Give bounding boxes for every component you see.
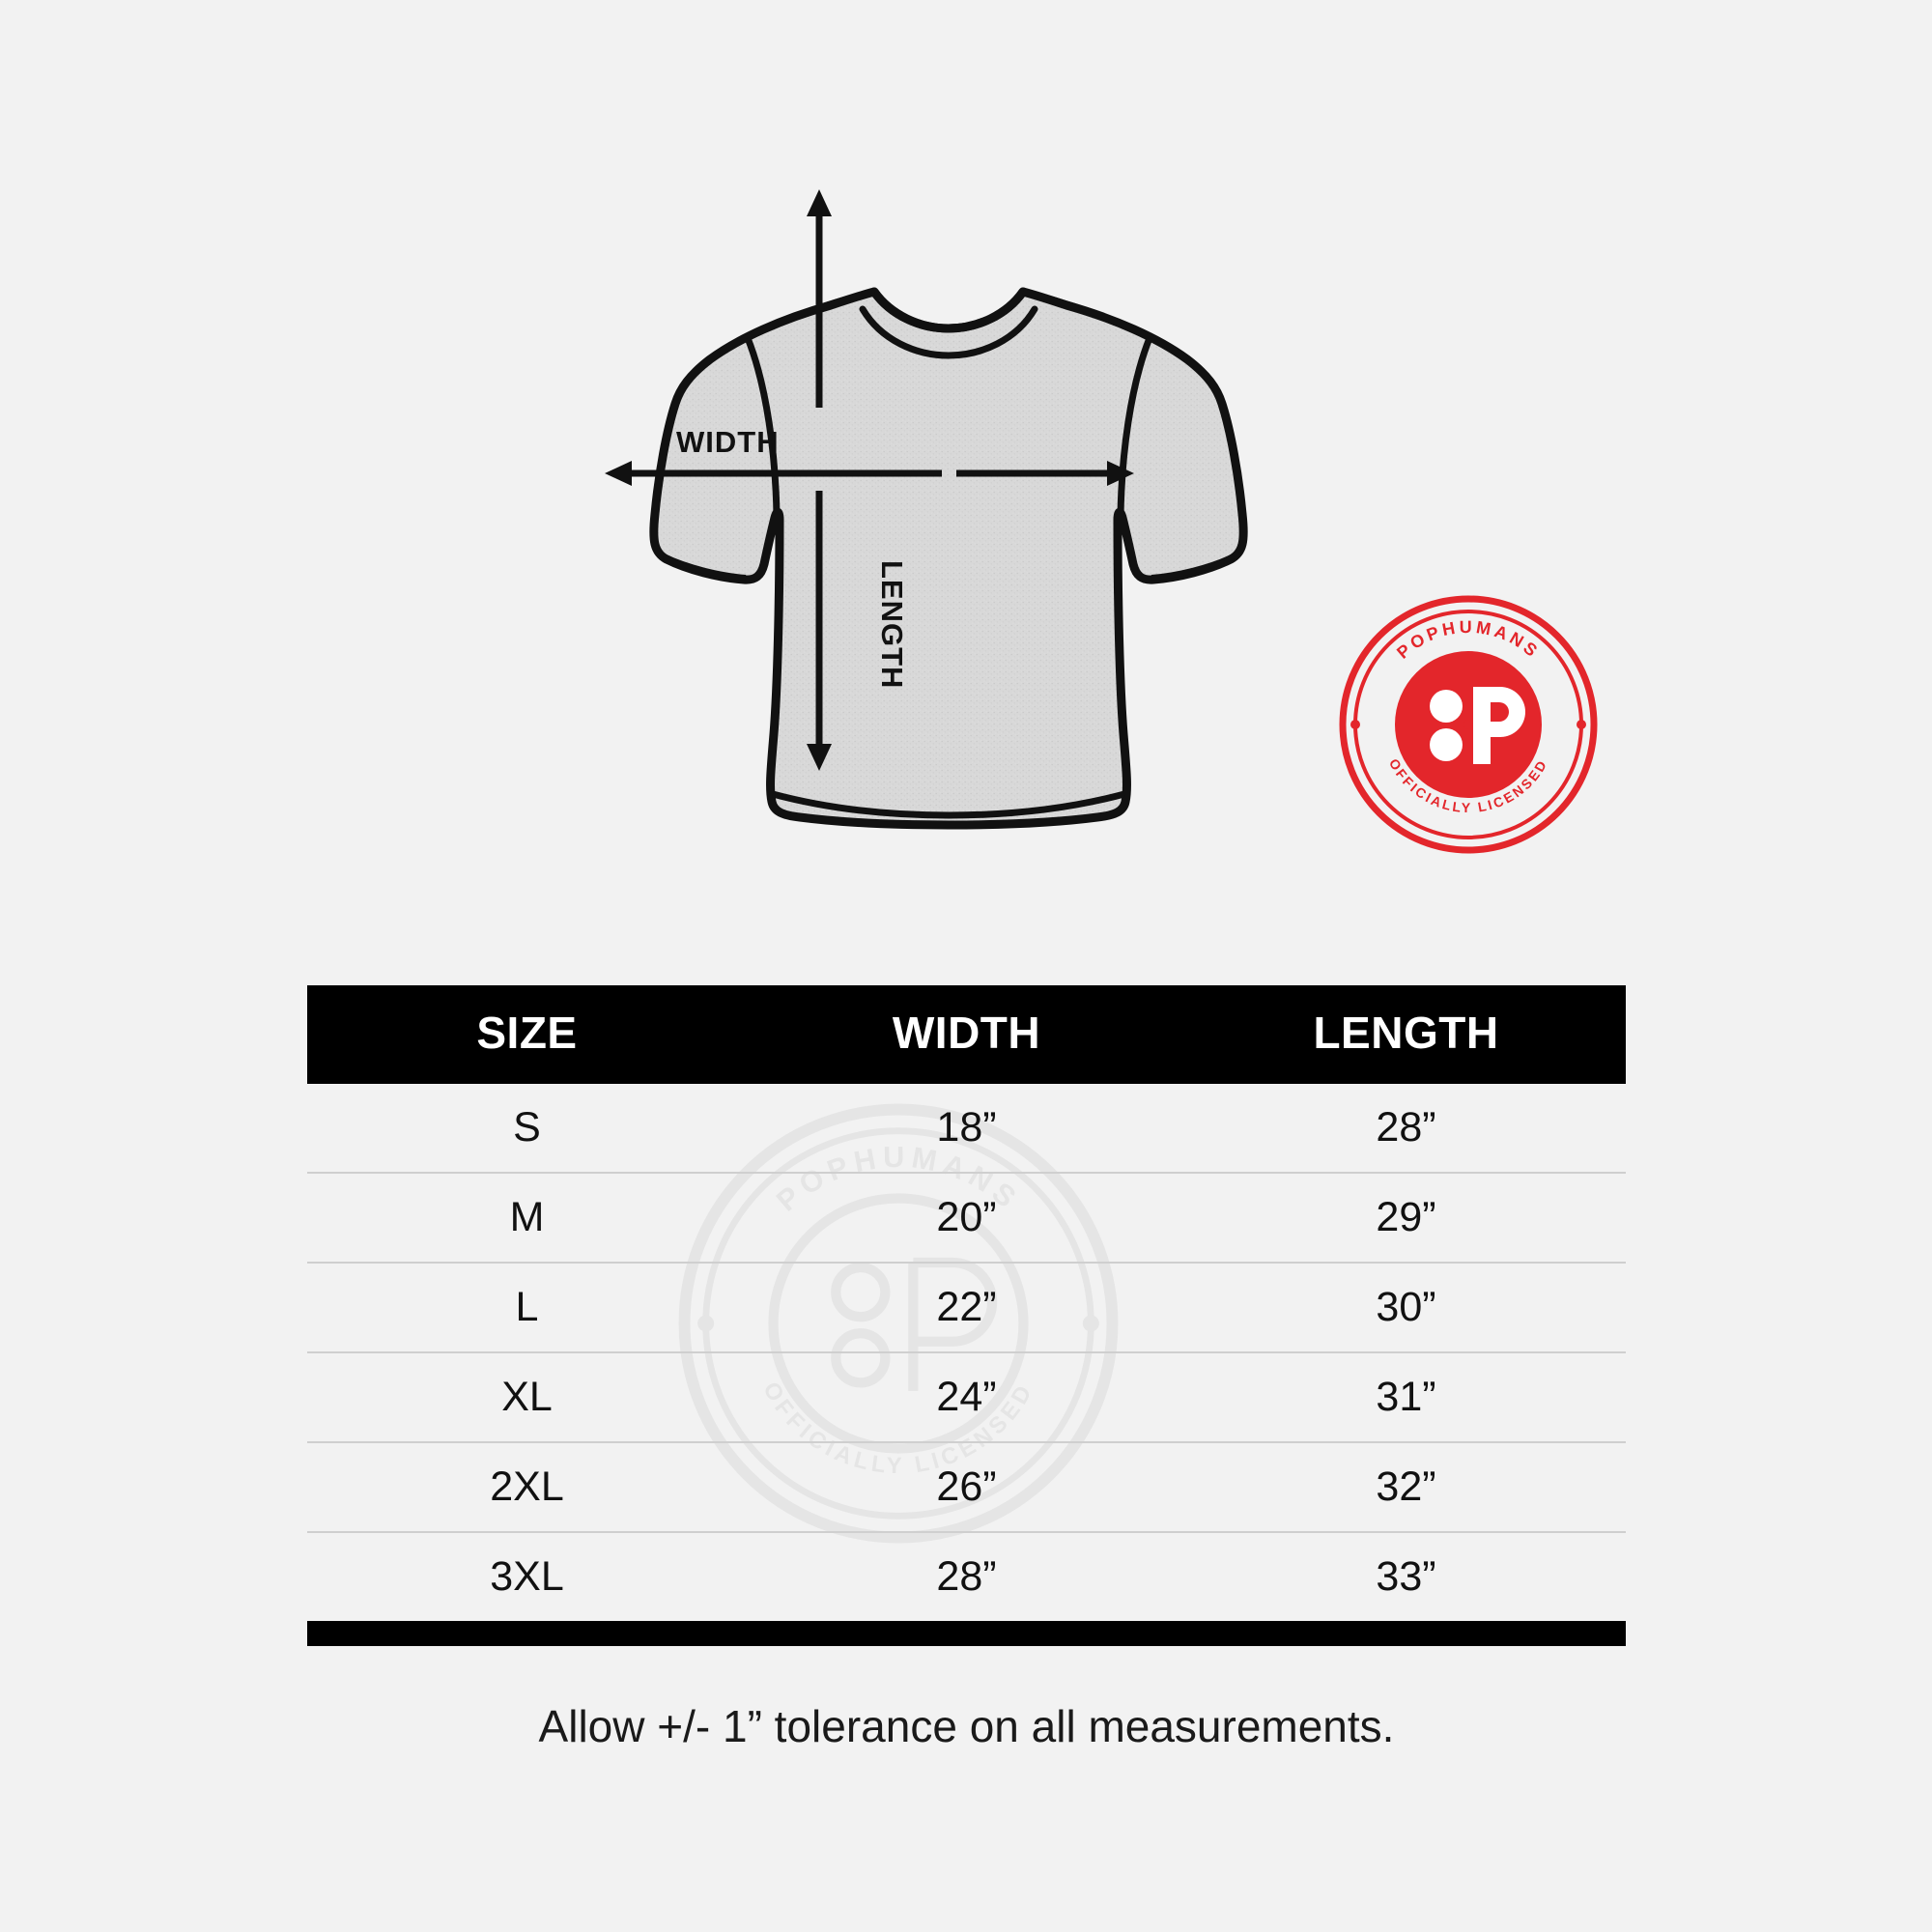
table-row xyxy=(307,1352,1626,1442)
tshirt-diagram xyxy=(541,184,1314,947)
cell-size: 3XL xyxy=(490,1553,564,1600)
cell-size: L xyxy=(307,1263,747,1352)
cell-size: 2XL xyxy=(307,1442,747,1532)
cell-size: XL xyxy=(307,1352,747,1442)
column-header-length: LENGTH xyxy=(1186,985,1626,1084)
tolerance-note: Allow +/- 1” tolerance on all measurements. xyxy=(538,1701,1395,1751)
table-footer-bar xyxy=(307,1621,1626,1646)
table-row xyxy=(307,1173,1626,1263)
badge-top-text: POPHUMANS xyxy=(1393,616,1544,663)
cell-length: 31” xyxy=(1186,1352,1626,1442)
cell-width: 20” xyxy=(747,1173,1186,1263)
cell-width: 18” xyxy=(747,1084,1186,1173)
cell-width: 24” xyxy=(747,1352,1186,1442)
tshirt-illustration xyxy=(541,184,1314,947)
cell-length: 29” xyxy=(1186,1173,1626,1263)
badge-graphic xyxy=(1338,594,1599,855)
cell-length: 30” xyxy=(1186,1263,1626,1352)
pophumans-licensed-badge xyxy=(1338,594,1599,855)
cell-size: S xyxy=(307,1084,747,1173)
table-row xyxy=(307,1442,1626,1532)
width-dimension-label: WIDTH xyxy=(676,425,780,459)
badge-bottom-text: OFFICIALLY LICENSED xyxy=(1385,755,1551,816)
column-header-size: SIZE xyxy=(307,985,747,1084)
table-header-row xyxy=(307,985,1626,1084)
table-row xyxy=(307,1532,1626,1621)
table-row xyxy=(307,1084,1626,1173)
watermark-top-text: POPHUMANS xyxy=(770,1141,1027,1218)
watermark-bottom-text: OFFICIALLY LICENSED xyxy=(757,1378,1039,1480)
table-header xyxy=(307,985,1626,1084)
length-dimension-label: LENGTH xyxy=(875,560,909,690)
cell-length: 32” xyxy=(1186,1442,1626,1532)
cell-length: 28” xyxy=(1186,1084,1626,1173)
table-body xyxy=(307,1084,1626,1621)
size-table-container xyxy=(307,985,1626,1646)
column-header-width: WIDTH xyxy=(747,985,1186,1084)
cell-length: 33” xyxy=(1376,1553,1436,1600)
table-row xyxy=(307,1263,1626,1352)
cell-width: 22” xyxy=(747,1263,1186,1352)
cell-size: M xyxy=(307,1173,747,1263)
cell-width: 28” xyxy=(936,1553,997,1600)
cell-width: 26” xyxy=(747,1442,1186,1532)
size-chart-table xyxy=(307,985,1626,1621)
